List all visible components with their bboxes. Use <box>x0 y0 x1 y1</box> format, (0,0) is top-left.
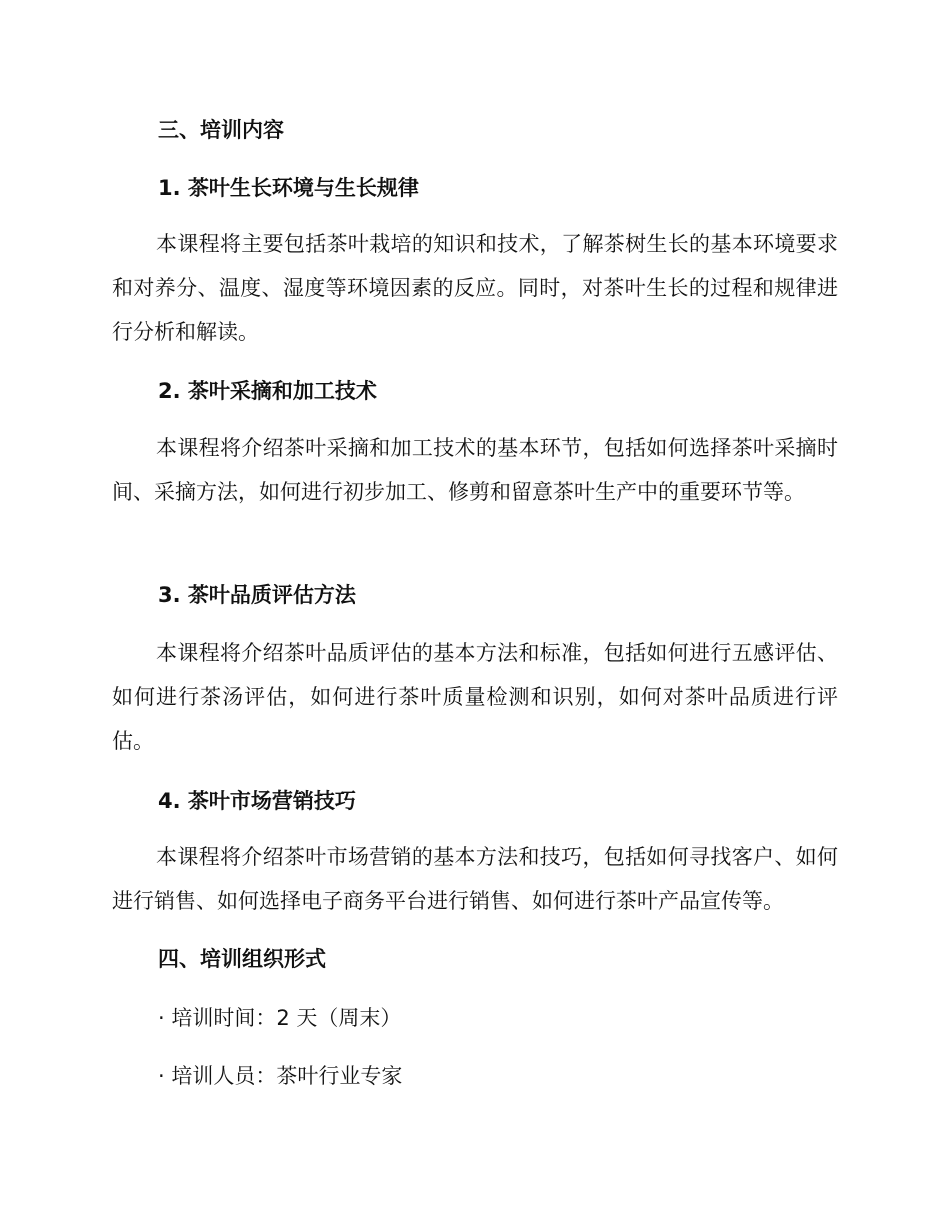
bullet-item-training-time: · 培训时间：2 天（周末） <box>158 1006 402 1030</box>
subheading-1: 1. 茶叶生长环境与生长规律 <box>158 176 419 200</box>
section-title-3: 三、培训内容 <box>158 118 284 142</box>
subheading-2: 2. 茶叶采摘和加工技术 <box>158 379 377 403</box>
subheading-3: 3. 茶叶品质评估方法 <box>158 583 356 607</box>
paragraph-4: 本课程将介绍茶叶市场营销的基本方法和技巧，包括如何寻找客户、如何进行销售、如何选择电子商务平台进行销售、如何进行茶叶产品宣传等。 <box>112 845 838 913</box>
bullet-item-trainers: · 培训人员：茶叶行业专家 <box>158 1064 403 1088</box>
section-title-4: 四、培训组织形式 <box>158 947 326 971</box>
subheading-4: 4. 茶叶市场营销技巧 <box>158 789 356 813</box>
paragraph-3: 本课程将介绍茶叶品质评估的基本方法和标准，包括如何进行五感评估、如何进行茶汤评估，如何进行茶叶质量检测和识别，如何对茶叶品质进行评估。 <box>112 641 838 753</box>
paragraph-2: 本课程将介绍茶叶采摘和加工技术的基本环节，包括如何选择茶叶采摘时间、采摘方法，如何进行初步加工、修剪和留意茶叶生产中的重要环节等。 <box>112 436 838 504</box>
paragraph-1: 本课程将主要包括茶叶栽培的知识和技术，了解茶树生长的基本环境要求和对养分、温度、湿度等环境因素的反应。同时，对茶叶生长的过程和规律进行分析和解读。 <box>112 232 838 344</box>
